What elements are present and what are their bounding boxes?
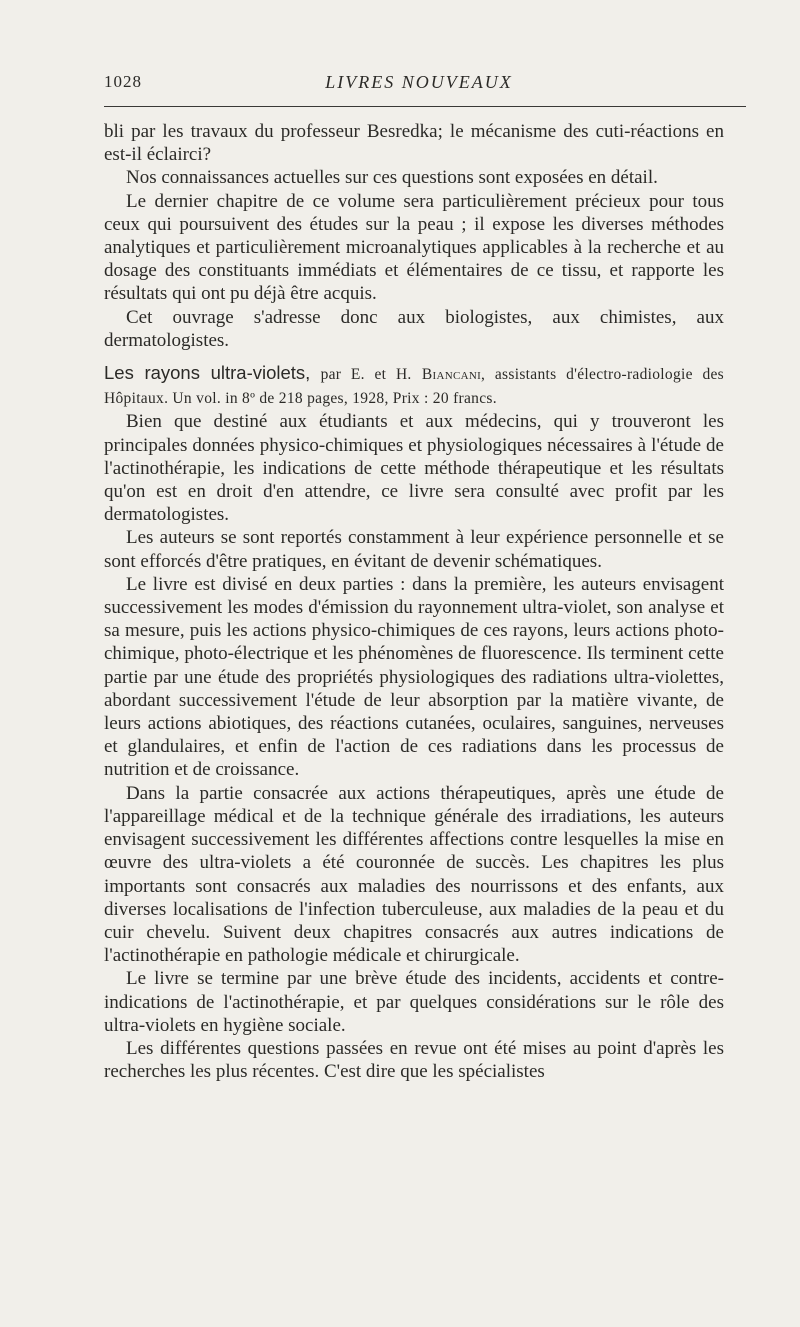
review-paragraph: Bien que destiné aux étudiants et aux médecins, qui y trouveront les principales données physico-chimiques et physiologiques nécessaires à l'étude de l'actinothérapie, les indications de cette méthode thérapeutique et les résultats qu'on est en droit d'en attendre, ce livre sera consulté avec profit par les dermatologistes.: [104, 411, 724, 526]
page-body: [104, 120, 724, 1083]
review-by: par E. et H.: [320, 366, 412, 384]
review-paragraph: Dans la partie consacrée aux actions thérapeutiques, après une étude de l'appareillage médical et de la technique générale des irradiations, les auteurs envisagent successivement les différentes affections contre lesquelles la mise en œuvre des ultra-violets a été couronnée de succès. Les chapitres les plus importants sont consacrés aux maladies des nourrissons et des enfants, aux diverses localisations de l'infection tuberculeuse, aux maladies de la peau et du cuir chevelu. Suivent deux chapitres consacrés aux autres indications de l'actinothérapie en pathologie médicale et chirurgicale.: [104, 782, 724, 967]
review-paragraph: Le livre est divisé en deux parties : dans la première, les auteurs envisagent successivement les modes d'émission du rayonnement ultra-violet, son analyse et sa mesure, puis les actions physico-chimiques de ces rayons, leurs actions photo-chimique, photo-électrique et les phénomènes de fluorescence. Ils terminent cette partie par une étude des propriétés physiologiques des radiations ultra-violettes, abordant successivement l'étude de leur absorption par la matière vivante, de leurs actions abiotiques, des réactions cutanées, oculaires, sanguines, nerveuses et glandulaires, et enfin de l'action de ces radiations dans les processus de nutrition et de croissance.: [104, 573, 724, 781]
review-heading: [104, 361, 724, 410]
page-number: 1028: [104, 72, 142, 91]
review-paragraph: Le livre se termine par une brève étude des incidents, accidents et contre-indications de l'actinothérapie, et par quelques considérations sur le rôle des ultra-violets en hygiène sociale.: [104, 968, 724, 1036]
running-title: LIVRES NOUVEAUX: [325, 72, 513, 92]
paragraph: Cet ouvrage s'adresse donc aux biologistes, aux chimistes, aux dermatologistes.: [104, 306, 724, 351]
review-credentials: , assistants d'électro-radiologie des Hôpitaux. Un vol. in 8º de 218 pages, 1928, Prix : 20 francs.: [104, 366, 725, 408]
review-paragraph: Les auteurs se sont reportés constamment à leur expérience personnelle et se sont efforcés d'être pratiques, en évitant de devenir schématiques.: [104, 527, 724, 572]
review-author: Biancani: [421, 366, 482, 384]
review-title: Les rayons ultra-violets,: [104, 362, 311, 384]
review-paragraph: Les différentes questions passées en revue ont été mises au point d'après les recherches les plus récentes. C'est dire que les spécialistes: [104, 1037, 724, 1083]
running-head: [104, 68, 734, 96]
paragraph: Nos connaissances actuelles sur ces questions sont exposées en détail.: [126, 167, 658, 189]
paragraph: Le dernier chapitre de ce volume sera particulièrement précieux pour tous ceux qui poursuivent des études sur la peau ; il expose les diverses méthodes analytiques et particulièrement microanalytiques applicables à la recherche et au dosage des constituants immédiats et élémentaires de ce tissu, et rapporte les résultats qui ont pu déjà être acquis.: [104, 190, 724, 305]
book-page: [104, 68, 734, 1083]
paragraph-continued: bli par les travaux du professeur Besredka; le mécanisme des cuti-réactions en est-il éclairci?: [104, 121, 724, 166]
header-rule: [104, 106, 746, 107]
